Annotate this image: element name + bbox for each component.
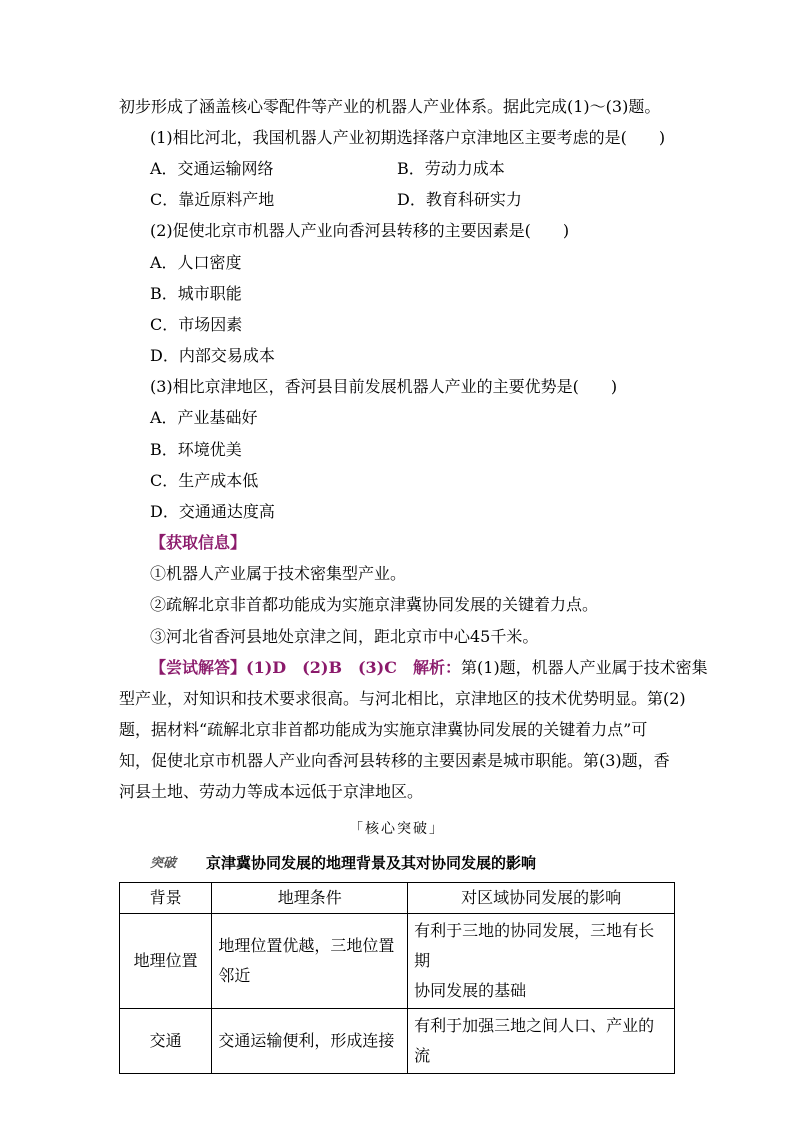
q2-option-d: D．内部交易成本 <box>150 346 275 365</box>
answer-first-line <box>150 658 708 678</box>
intro-line: 初步形成了涵盖核心零配件等产业的机器人产业体系。据此完成(1)～(3)题。 <box>119 97 661 116</box>
answer-line: 第(1)题，机器人产业属于技术密集 <box>461 658 708 677</box>
q1-option-c: C．靠近原料产地 <box>150 190 275 209</box>
tupo-title: 京津冀协同发展的地理背景及其对协同发展的影响 <box>206 854 537 872</box>
jiexi-label: 解析： <box>413 658 462 677</box>
info-item: ②疏解北京非首都功能成为实施京津冀协同发展的关键着力点。 <box>150 595 599 614</box>
answer-tag: 【尝试解答】 <box>150 658 247 677</box>
table-header: 背景 <box>120 883 212 914</box>
cell-line: 有利于三地的协同发展，三地有长期 <box>414 921 655 970</box>
info-item: ③河北省香河县地处京津之间，距北京市中心45千米。 <box>150 627 539 646</box>
table-cell-effect <box>408 914 675 1009</box>
table-header: 地理条件 <box>212 883 408 914</box>
q1-option-b: B．劳动力成本 <box>397 159 505 178</box>
table-cell-background: 地理位置 <box>120 914 212 1009</box>
cell-line: 协同发展的基础 <box>414 981 527 1000</box>
answer-values: (1)D (2)B (3)C <box>246 658 397 677</box>
answer-line: 型产业，对知识和技术要求很高。与河北相比，京津地区的技术优势明显。第(2) <box>119 689 686 708</box>
table-cell-background: 交通 <box>120 1009 212 1074</box>
cell-line: 交通运输便利，形成连接 <box>218 1031 395 1050</box>
table-row <box>120 1009 675 1074</box>
q3-option-c: C．生产成本低 <box>150 471 259 490</box>
table-cell-condition <box>212 914 408 1009</box>
q3-option-a: A．产业基础好 <box>150 408 258 427</box>
table-header-row <box>120 883 675 914</box>
info-tag: 【获取信息】 <box>150 533 247 552</box>
q3-option-d: D．交通通达度高 <box>150 502 275 521</box>
table-header: 对区域协同发展的影响 <box>408 883 675 914</box>
q2-option-b: B．城市职能 <box>150 284 242 303</box>
background-table <box>119 882 675 1074</box>
answer-line: 知，促使北京市机器人产业向香河县转移的主要因素是城市职能。第(3)题，香 <box>119 751 670 770</box>
q3-stem: (3)相比京津地区，香河县目前发展机器人产业的主要优势是( ) <box>150 377 618 396</box>
q2-stem: (2)促使北京市机器人产业向香河县转移的主要因素是( ) <box>150 221 570 240</box>
table-cell-condition <box>212 1009 408 1074</box>
answer-line: 题，据材料“疏解北京非首都功能成为实施京津冀协同发展的关键着力点”可 <box>119 720 648 739</box>
tupo-badge-icon: 突破 <box>150 856 177 871</box>
table-cell-effect <box>408 1009 675 1074</box>
q1-option-a: A．交通运输网络 <box>150 159 274 178</box>
table-row <box>120 914 675 1009</box>
section-title: 「核心突破」 <box>349 821 445 837</box>
answer-line: 河县土地、劳动力等成本远低于京津地区。 <box>119 782 424 801</box>
info-item: ①机器人产业属于技术密集型产业。 <box>150 564 407 583</box>
cell-line: 有利于加强三地之间人口、产业的流 <box>414 1016 655 1065</box>
q1-stem: (1)相比河北，我国机器人产业初期选择落户京津地区主要考虑的是( ) <box>150 128 666 147</box>
q1-option-d: D．教育科研实力 <box>397 190 522 209</box>
cell-line: 地理位置优越，三地位置 <box>218 936 395 955</box>
q2-option-a: A．人口密度 <box>150 253 242 272</box>
q3-option-b: B．环境优美 <box>150 440 242 459</box>
cell-line: 邻近 <box>218 966 251 985</box>
q2-option-c: C．市场因素 <box>150 315 243 334</box>
